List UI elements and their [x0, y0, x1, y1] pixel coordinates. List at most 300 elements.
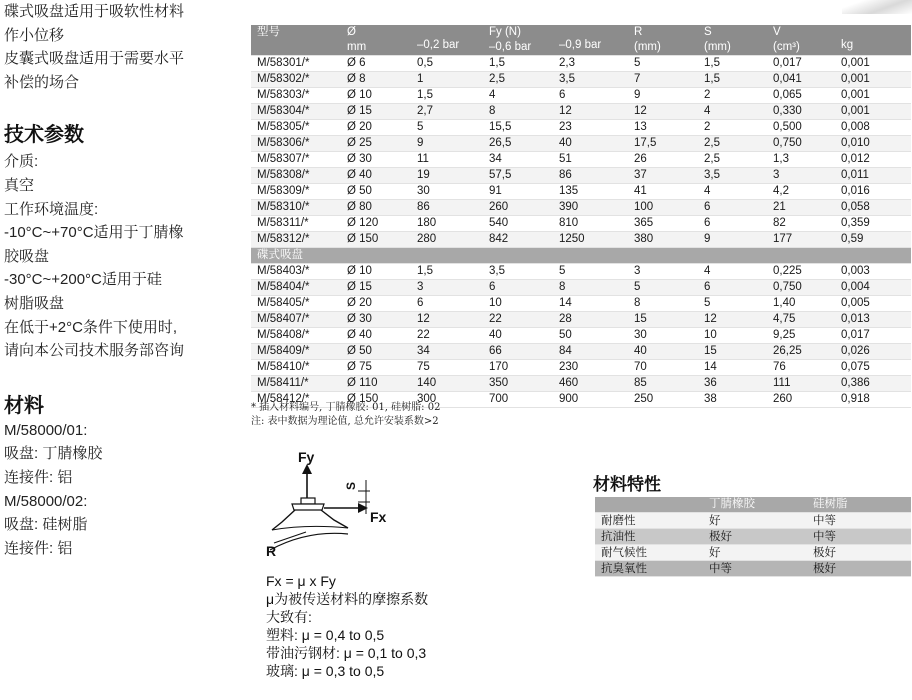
header-unit-label: –0,2 bar: [417, 39, 460, 51]
cell: Ø 150: [341, 392, 411, 408]
cell: 0,330: [767, 104, 835, 120]
cell: 70: [628, 360, 698, 376]
cell: 4,2: [767, 184, 835, 200]
cell: 好: [703, 545, 807, 561]
cell: 0,008: [835, 120, 911, 136]
spec-header-row: [251, 25, 911, 56]
table-row: [595, 513, 911, 529]
cell: 耐磨性: [595, 513, 703, 529]
header-unit-label: (mm): [704, 41, 731, 53]
cell: Ø 40: [341, 168, 411, 184]
cell: 180: [411, 216, 483, 232]
cell: 390: [553, 200, 628, 216]
table-row: [251, 184, 911, 200]
cell: 耐气候性: [595, 545, 703, 561]
tech-param-line: 介质:: [4, 153, 39, 171]
material-line: 连接件: 铝: [4, 468, 73, 486]
cell: 0,017: [835, 328, 911, 344]
cell: 极好: [807, 561, 911, 577]
table-row: [251, 264, 911, 280]
cell: 好: [703, 513, 807, 529]
cell: 5: [628, 280, 698, 296]
material-line: 连接件: 铝: [4, 539, 73, 557]
cell: 177: [767, 232, 835, 248]
cell: 6: [553, 88, 628, 104]
cell: M/58409/*: [251, 344, 341, 360]
cell: Ø 10: [341, 88, 411, 104]
cell: M/58308/*: [251, 168, 341, 184]
cell: 50: [553, 328, 628, 344]
cell: 8: [628, 296, 698, 312]
cell: M/58307/*: [251, 152, 341, 168]
intro-line: 皮囊式吸盘适用于需要水平: [4, 50, 185, 68]
cell: 4: [698, 264, 767, 280]
cell: 1,5: [698, 72, 767, 88]
header-top-label: R: [634, 26, 643, 38]
cell: 6: [483, 280, 553, 296]
group-label: 碟式吸盘: [251, 248, 911, 264]
cell: Ø 25: [341, 136, 411, 152]
table-notes: [251, 401, 440, 429]
header-cell: [411, 25, 483, 56]
cell: 1: [411, 72, 483, 88]
cell: 0,001: [835, 104, 911, 120]
cell: 硅树脂: [807, 497, 911, 513]
table-row: [251, 376, 911, 392]
cell: M/58306/*: [251, 136, 341, 152]
cell: 85: [628, 376, 698, 392]
material-line: 吸盘: 硅树脂: [4, 516, 88, 534]
cell: 9: [698, 232, 767, 248]
cell: 0,001: [835, 88, 911, 104]
cell: 1,5: [411, 264, 483, 280]
cell: 0,225: [767, 264, 835, 280]
cell: 中等: [807, 513, 911, 529]
cup-stem: [301, 498, 315, 504]
cell: 4: [483, 88, 553, 104]
material-line: 吸盘: 丁腈橡胶: [4, 445, 103, 463]
cell: 极好: [703, 529, 807, 545]
cell: 14: [553, 296, 628, 312]
cell: 抗臭氧性: [595, 561, 703, 577]
table-row: [595, 545, 911, 561]
cell: 0,59: [835, 232, 911, 248]
decorative-corner-image: [842, 0, 912, 14]
cell: 40: [628, 344, 698, 360]
header-top-label: Fy (N): [489, 26, 521, 38]
cell: 30: [628, 328, 698, 344]
cell: 28: [553, 312, 628, 328]
cell: 12: [628, 104, 698, 120]
material-text: [4, 419, 234, 561]
cell: [595, 497, 703, 513]
cell: 100: [628, 200, 698, 216]
cell: 135: [553, 184, 628, 200]
cell: 8: [553, 280, 628, 296]
cell: 14: [698, 360, 767, 376]
cell: 8: [483, 104, 553, 120]
cell: 700: [483, 392, 553, 408]
note-theoretical-values: 注: 表中数据为理论值, 总允许安装系数>2: [251, 416, 439, 427]
cell: 230: [553, 360, 628, 376]
cell: 7: [628, 72, 698, 88]
cell: 260: [483, 200, 553, 216]
formula-line: 大致有:: [266, 609, 312, 625]
cell: M/58412/*: [251, 392, 341, 408]
cell: 84: [553, 344, 628, 360]
tech-param-line: 树脂吸盘: [4, 294, 65, 312]
cell: 11: [411, 152, 483, 168]
header-cell: [553, 25, 628, 56]
cell: 75: [411, 360, 483, 376]
cell: Ø 30: [341, 152, 411, 168]
r-label: R: [266, 543, 277, 559]
s-label: S: [344, 481, 358, 490]
cell: 34: [483, 152, 553, 168]
spec-table: [251, 25, 911, 408]
cell: 0,359: [835, 216, 911, 232]
cell: 34: [411, 344, 483, 360]
cell: 2,5: [483, 72, 553, 88]
header-top-label: V: [773, 26, 781, 38]
cell: 2: [698, 120, 767, 136]
cell: Ø 80: [341, 200, 411, 216]
material-line: M/58000/02:: [4, 492, 88, 510]
friction-formula: [266, 572, 428, 680]
cell: 0,001: [835, 72, 911, 88]
cell: 0,058: [835, 200, 911, 216]
header-cell: [483, 25, 553, 56]
material-line: M/58000/01:: [4, 421, 88, 439]
cell: 260: [767, 392, 835, 408]
cell: 15: [698, 344, 767, 360]
cell: 9: [411, 136, 483, 152]
tech-param-line: -30°C~+200°C适用于硅: [4, 271, 162, 289]
cell: 26,5: [483, 136, 553, 152]
cell: 0,065: [767, 88, 835, 104]
cell: 140: [411, 376, 483, 392]
cell: 0,011: [835, 168, 911, 184]
formula-line: 带油污钢材: μ = 0,1 to 0,3: [266, 645, 427, 661]
header-unit-label: (cm³): [773, 41, 800, 53]
cell: 280: [411, 232, 483, 248]
table-row: [251, 296, 911, 312]
table-row: [251, 312, 911, 328]
cell: 170: [483, 360, 553, 376]
cell: 66: [483, 344, 553, 360]
cell: 380: [628, 232, 698, 248]
header-unit-label: (mm): [634, 41, 661, 53]
cell: 3,5: [553, 72, 628, 88]
cell: 6: [698, 280, 767, 296]
cell: 0,001: [835, 56, 911, 72]
header-cell: [251, 25, 341, 56]
tech-param-line: 请向本公司技术服务部咨询: [4, 342, 185, 360]
header-unit-label: –0,9 bar: [559, 39, 602, 51]
formula-line: 玻璃: μ = 0,3 to 0,5: [266, 663, 385, 679]
table-row: [595, 561, 911, 577]
table-row: [251, 360, 911, 376]
cell: 6: [698, 216, 767, 232]
cell: 0,004: [835, 280, 911, 296]
table-row: [251, 168, 911, 184]
cell: 0,005: [835, 296, 911, 312]
cell: M/58405/*: [251, 296, 341, 312]
cell: 0,017: [767, 56, 835, 72]
cell: 2,3: [553, 56, 628, 72]
cell: 3,5: [483, 264, 553, 280]
cell: 4: [698, 104, 767, 120]
table-row: [251, 136, 911, 152]
cell: 1,40: [767, 296, 835, 312]
cell: 0,013: [835, 312, 911, 328]
table-row: [251, 328, 911, 344]
cell: Ø 150: [341, 232, 411, 248]
header-top-label: [841, 25, 911, 38]
tech-param-line: 胶吸盘: [4, 247, 50, 265]
cell: 15: [628, 312, 698, 328]
fx-label: Fx: [370, 509, 387, 525]
cell: 1,5: [698, 56, 767, 72]
cell: Ø 30: [341, 312, 411, 328]
intro-line: 碟式吸盘适用于吸软性材料: [4, 3, 185, 20]
cell: 0,500: [767, 120, 835, 136]
group-header-row: [251, 248, 911, 264]
cell: 76: [767, 360, 835, 376]
header-unit-label: mm: [347, 41, 367, 53]
cell: 10: [483, 296, 553, 312]
cell: 3: [628, 264, 698, 280]
cell: 4,75: [767, 312, 835, 328]
header-cell: [767, 25, 835, 56]
cell: M/58407/*: [251, 312, 341, 328]
cell: 中等: [703, 561, 807, 577]
cell: M/58304/*: [251, 104, 341, 120]
cell: Ø 120: [341, 216, 411, 232]
cell: 12: [553, 104, 628, 120]
cell: 9,25: [767, 328, 835, 344]
cell: 111: [767, 376, 835, 392]
cell: 0,010: [835, 136, 911, 152]
cell: 6: [411, 296, 483, 312]
curved-surface: [270, 533, 348, 550]
intro-line: 补偿的场合: [4, 73, 80, 91]
cell: 0,750: [767, 280, 835, 296]
cell: 300: [411, 392, 483, 408]
cell: 540: [483, 216, 553, 232]
formula-line: Fx = μ x Fy: [266, 573, 336, 589]
cell: M/58303/*: [251, 88, 341, 104]
cell: 抗油性: [595, 529, 703, 545]
table-row: [251, 104, 911, 120]
cell: M/58302/*: [251, 72, 341, 88]
cell: 810: [553, 216, 628, 232]
cell: Ø 50: [341, 344, 411, 360]
cell: 38: [698, 392, 767, 408]
table-row: [251, 56, 911, 72]
cell: M/58305/*: [251, 120, 341, 136]
table-row: [251, 280, 911, 296]
cell: 0,075: [835, 360, 911, 376]
cell: Ø 15: [341, 280, 411, 296]
fy-arrowhead: [302, 464, 312, 474]
cup-flange: [292, 504, 324, 510]
cell: 2: [698, 88, 767, 104]
cell: 350: [483, 376, 553, 392]
cell: 30: [411, 184, 483, 200]
cell: 13: [628, 120, 698, 136]
header-cell: [698, 25, 767, 56]
cell: 0,016: [835, 184, 911, 200]
header-top-label: S: [704, 26, 712, 38]
table-row: [251, 344, 911, 360]
header-top-label: [559, 25, 628, 38]
cell: Ø 20: [341, 296, 411, 312]
tech-params-text: [4, 150, 234, 362]
tech-param-line: 在低于+2°C条件下使用时,: [4, 318, 178, 336]
intro-text: [4, 0, 234, 94]
table-row: [251, 88, 911, 104]
cell: 365: [628, 216, 698, 232]
cell: 2,5: [698, 136, 767, 152]
cell: 极好: [807, 545, 911, 561]
cell: 900: [553, 392, 628, 408]
cell: 40: [483, 328, 553, 344]
cell: 1,3: [767, 152, 835, 168]
cell: 460: [553, 376, 628, 392]
table-row: [251, 216, 911, 232]
cell: 21: [767, 200, 835, 216]
cell: 9: [628, 88, 698, 104]
cell: 36: [698, 376, 767, 392]
cell: 41: [628, 184, 698, 200]
cell: 4: [698, 184, 767, 200]
cell: 5: [698, 296, 767, 312]
cell: 22: [483, 312, 553, 328]
note-material-code: * 插入材料编号, 丁腈橡胶: 01, 硅树脂: 02: [251, 402, 441, 413]
cell: 40: [553, 136, 628, 152]
cell: 1250: [553, 232, 628, 248]
intro-line: 作小位移: [4, 26, 65, 44]
material-props-table: [595, 497, 911, 577]
cell: 82: [767, 216, 835, 232]
cell: M/58408/*: [251, 328, 341, 344]
cell: M/58311/*: [251, 216, 341, 232]
cell: M/58411/*: [251, 376, 341, 392]
material-props-heading: 材料特性: [593, 475, 661, 494]
cell: 1,5: [411, 88, 483, 104]
cell: 1,5: [483, 56, 553, 72]
cell: 37: [628, 168, 698, 184]
cell: 3: [767, 168, 835, 184]
tech-params-heading: 技术参数: [4, 124, 84, 147]
cell: 2,7: [411, 104, 483, 120]
cell: M/58312/*: [251, 232, 341, 248]
cell: 12: [698, 312, 767, 328]
cell: 0,041: [767, 72, 835, 88]
cell: 5: [628, 56, 698, 72]
cell: Ø 40: [341, 328, 411, 344]
cell: 19: [411, 168, 483, 184]
cell: 2,5: [698, 152, 767, 168]
cell: 250: [628, 392, 698, 408]
cell: 0,026: [835, 344, 911, 360]
cell: 26,25: [767, 344, 835, 360]
header-cell: [341, 25, 411, 56]
cell: Ø 8: [341, 72, 411, 88]
cell: M/58309/*: [251, 184, 341, 200]
cell: 26: [628, 152, 698, 168]
cell: 0,012: [835, 152, 911, 168]
cell: 中等: [807, 529, 911, 545]
cell: Ø 75: [341, 360, 411, 376]
tech-param-line: 工作环境温度:: [4, 200, 99, 218]
cell: 17,5: [628, 136, 698, 152]
tech-param-line: -10°C~+70°C适用于丁腈橡: [4, 224, 184, 242]
table-row: [251, 152, 911, 168]
cell: 10: [698, 328, 767, 344]
header-unit-label: kg: [841, 39, 854, 51]
fy-label: Fy: [298, 450, 315, 465]
cell: 86: [553, 168, 628, 184]
table-row: [251, 120, 911, 136]
header-top-label: Ø: [347, 26, 356, 38]
cell: 86: [411, 200, 483, 216]
header-top-label: 型号: [257, 26, 280, 38]
tech-param-line: 真空: [4, 176, 35, 194]
cell: 51: [553, 152, 628, 168]
cell: 3,5: [698, 168, 767, 184]
suction-cup-force-diagram: [262, 450, 412, 562]
cell: 5: [411, 120, 483, 136]
cell: 0,918: [835, 392, 911, 408]
cell: 5: [553, 264, 628, 280]
cell: M/58310/*: [251, 200, 341, 216]
cell: 0,5: [411, 56, 483, 72]
cell: 0,750: [767, 136, 835, 152]
cell: M/58301/*: [251, 56, 341, 72]
cell: Ø 20: [341, 120, 411, 136]
cell: 12: [411, 312, 483, 328]
table-row: [251, 72, 911, 88]
cell: M/58403/*: [251, 264, 341, 280]
header-unit-label: –0,6 bar: [489, 41, 532, 53]
cell: 22: [411, 328, 483, 344]
cell: Ø 10: [341, 264, 411, 280]
formula-line: 塑料: μ = 0,4 to 0,5: [266, 627, 385, 643]
header-cell: [835, 25, 911, 56]
table-row: [251, 232, 911, 248]
cell: 15,5: [483, 120, 553, 136]
header-unit-label: [257, 40, 341, 53]
table-row: [251, 200, 911, 216]
cell: Ø 15: [341, 104, 411, 120]
cell: 0,003: [835, 264, 911, 280]
cup-lip: [272, 526, 348, 530]
cell: 3: [411, 280, 483, 296]
cell: 0,386: [835, 376, 911, 392]
material-heading: 材料: [4, 394, 44, 417]
material-header-row: [595, 497, 911, 513]
formula-line: μ为被传送材料的摩擦系数: [266, 591, 429, 607]
header-cell: [628, 25, 698, 56]
cell: 842: [483, 232, 553, 248]
cell: 6: [698, 200, 767, 216]
cell: 91: [483, 184, 553, 200]
cell: Ø 50: [341, 184, 411, 200]
table-row: [595, 529, 911, 545]
cell: 23: [553, 120, 628, 136]
